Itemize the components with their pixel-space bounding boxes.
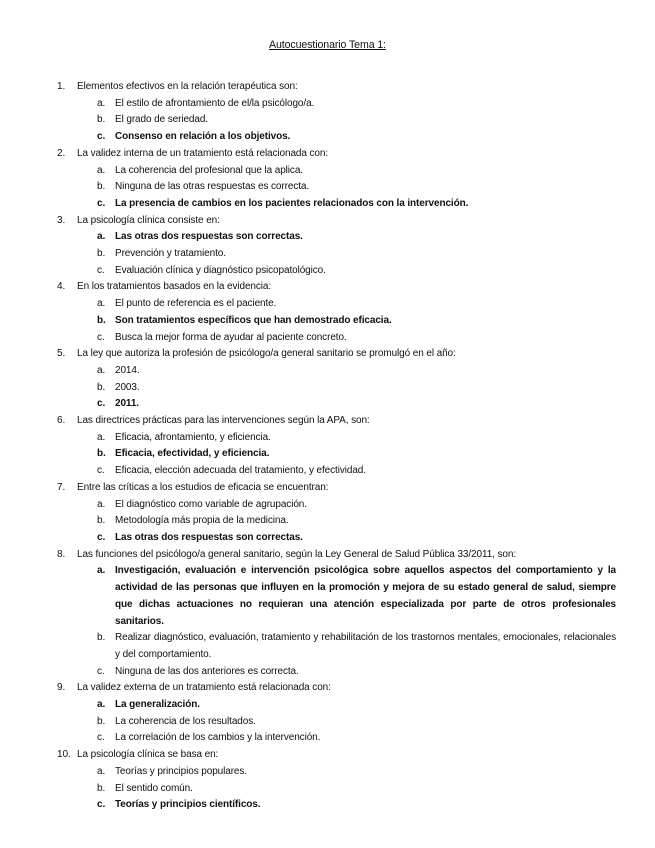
option-letter: a. [97,364,106,376]
question-text: Elementos efectivos en la relación terapéutica son: [77,81,298,92]
question-item [0,213,655,230]
answer-option [0,296,655,313]
option-text: Teorías y principios populares. [115,765,247,777]
option-letter: a. [97,231,106,243]
option-text: La coherencia de los resultados. [115,715,256,727]
option-text: Teorías y principios científicos. [115,799,261,811]
question-number: 10. [57,749,71,761]
option-text: 2003. [115,381,140,393]
option-text: Las otras dos respuestas son correctas. [115,231,303,243]
question-text: La psicología clínica se basa en: [77,749,219,761]
option-text: La correlación de los cambios y la intervención. [115,732,321,744]
option-letter: b. [97,515,106,527]
option-text: La generalización. [115,699,200,711]
answer-option [0,463,655,480]
option-text: 2014. [115,364,140,376]
question-item [0,413,655,430]
question-item [0,346,655,363]
answer-option-correct [0,697,655,714]
question-text: La validez interna de un tratamiento está relacionada con: [77,147,329,159]
option-letter: c. [97,799,106,811]
option-text: Evaluación clínica y diagnóstico psicopatológico. [115,264,326,276]
answer-option [0,630,655,663]
answer-option [0,179,655,196]
answer-option [0,380,655,397]
question-number: 3. [57,214,66,226]
option-text: Metodología más propia de la medicina. [115,515,289,527]
option-letter: b. [97,632,106,644]
option-letter: b. [97,314,106,326]
answer-option [0,664,655,681]
option-letter: a. [97,498,106,510]
question-item [0,79,655,96]
question-number: 8. [57,548,66,560]
option-letter: a. [97,97,106,109]
option-text: La presencia de cambios en los pacientes relacionados con la intervención. [115,197,469,209]
answer-option-correct [0,563,655,630]
question-number: 7. [57,481,66,493]
answer-option [0,714,655,731]
answer-option-correct [0,396,655,413]
answer-option-correct [0,446,655,463]
question-item [0,680,655,697]
answer-option [0,246,655,263]
option-text: Las otras dos respuestas son correctas. [115,531,303,543]
option-letter: c. [97,131,106,143]
question-item [0,146,655,163]
question-text: La validez externa de un tratamiento está relacionada con: [77,682,331,694]
option-letter: c. [97,665,105,677]
question-number: 2. [57,147,66,159]
question-text: La ley que autoriza la profesión de psicólogo/a general sanitario se promulgó en el año: [77,348,456,360]
question-number: 6. [57,415,66,427]
answer-option [0,363,655,380]
question-item [0,547,655,564]
option-letter: a. [97,164,106,176]
answer-option [0,163,655,180]
option-letter: a. [97,565,106,577]
option-letter: c. [97,465,105,477]
option-letter: a. [97,431,106,443]
answer-option [0,96,655,113]
question-list [0,79,655,814]
answer-option [0,112,655,129]
option-letter: b. [97,448,106,460]
question-text: En los tratamientos basados en la evidencia: [77,281,272,293]
question-item [0,747,655,764]
option-text: Eficacia, efectividad, y eficiencia. [115,448,270,460]
answer-option-correct [0,797,655,814]
option-letter: c. [97,732,105,744]
option-letter: c. [97,264,105,276]
answer-option-correct [0,313,655,330]
answer-option-correct [0,229,655,246]
option-text: El punto de referencia es el paciente. [115,298,277,310]
option-text: 2011. [115,398,139,410]
option-text: Investigación, evaluación e intervención psicológica sobre aquellos aspectos del comportamiento y la actividad de las personas que influyen en la promoción y mejora de su estado general de salud, siempre que dichas actuaciones no requieran una atención especializada por parte de otros profesionales sanitarios. [115,565,616,627]
option-letter: a. [97,699,106,711]
option-text: Ninguna de las otras respuestas es correcta. [115,181,310,193]
answer-option [0,513,655,530]
option-letter: c. [97,197,106,209]
option-letter: b. [97,114,106,126]
option-text: Son tratamientos específicos que han demostrado eficacia. [115,314,392,326]
question-text: Las funciones del psicólogo/a general sanitario, según la Ley General de Salud Pública 33/2011, son: [77,548,517,560]
page-title: Autocuestionario Tema 1: [269,39,386,51]
option-letter: a. [97,765,106,777]
option-text: Consenso en relación a los objetivos. [115,131,291,143]
option-letter: c. [97,398,106,410]
option-letter: b. [97,782,106,794]
option-text: El estilo de afrontamiento de el/la psicólogo/a. [115,97,315,109]
question-text: Las directrices prácticas para las intervenciones según la APA, son: [77,415,370,427]
answer-option-correct [0,530,655,547]
option-letter: a. [97,298,106,310]
answer-option [0,781,655,798]
question-text: La psicología clínica consiste en: [77,214,220,226]
question-number: 1. [57,81,66,92]
option-letter: c. [97,531,106,543]
question-number: 5. [57,348,66,360]
answer-option [0,764,655,781]
option-text: La coherencia del profesional que la aplica. [115,164,303,176]
option-text: El grado de seriedad. [115,114,208,126]
option-letter: b. [97,715,106,727]
option-text: Ninguna de las dos anteriores es correcta. [115,665,299,677]
option-text: El diagnóstico como variable de agrupación. [115,498,307,510]
option-text: Busca la mejor forma de ayudar al paciente concreto. [115,331,347,343]
option-text: Prevención y tratamiento. [115,248,226,260]
answer-option [0,430,655,447]
answer-option [0,330,655,347]
option-letter: b. [97,248,106,260]
question-item [0,279,655,296]
answer-option-correct [0,129,655,146]
answer-option-correct [0,196,655,213]
option-text: Eficacia, elección adecuada del tratamiento, y efectividad. [115,465,366,477]
answer-option [0,263,655,280]
option-letter: b. [97,181,106,193]
question-text: Entre las críticas a los estudios de eficacia se encuentran: [77,481,329,493]
option-letter: b. [97,381,106,393]
option-letter: c. [97,331,105,343]
option-text: El sentido común. [115,782,193,794]
answer-option [0,497,655,514]
question-number: 9. [57,682,66,694]
option-text: Eficacia, afrontamiento, y eficiencia. [115,431,271,443]
option-text: Realizar diagnóstico, evaluación, tratamiento y rehabilitación de los trastornos mentales, emocionales, relacionales y del comportamiento. [115,632,616,660]
question-item [0,480,655,497]
answer-option [0,730,655,747]
question-number: 4. [57,281,66,293]
